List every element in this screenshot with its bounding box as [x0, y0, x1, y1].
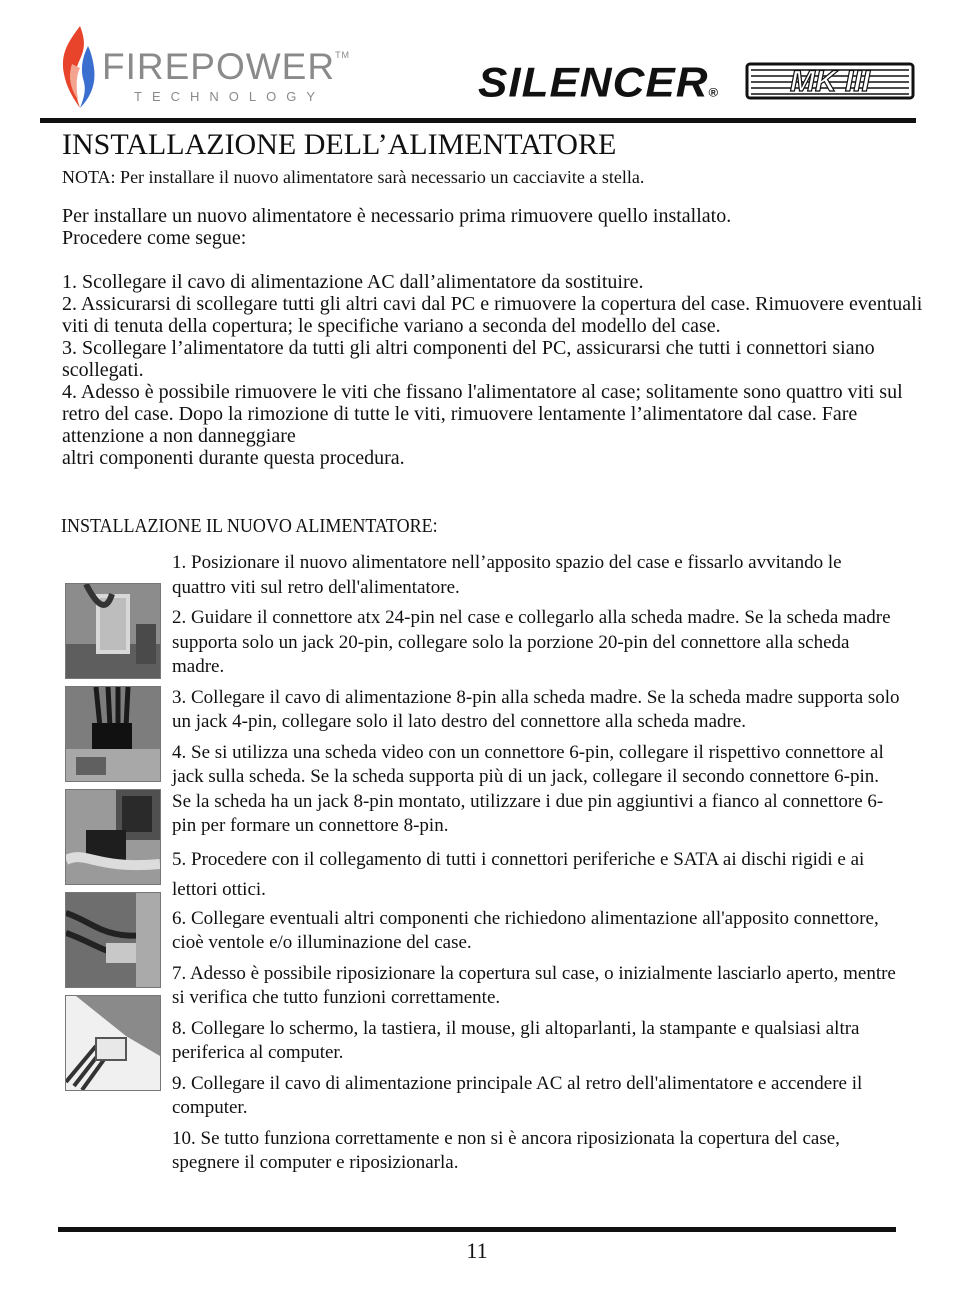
mk-series-badge	[745, 62, 915, 100]
removal-step: 4. Adesso è possibile rimuovere le viti che fissano l'alimentatore al case; solitamente sono quattro viti sul retro del case. Dopo la rimozione di tutte le viti, rimuovere lentamente l’alimentatore dal case. Fare attenzione a non danneggiare	[62, 381, 903, 447]
page-header	[0, 0, 954, 124]
photo-strip	[65, 583, 161, 1098]
page-number: 11	[466, 1238, 488, 1263]
intro-paragraph	[62, 205, 922, 249]
flame-icon	[58, 24, 98, 110]
install-step: 6. Collegare eventuali altri componenti che richiedono alimentazione all'apposito connettore, cioè ventole e/o illuminazione del case.	[172, 907, 879, 953]
photo-6pin-video-card	[65, 789, 161, 885]
install-step: 7. Adesso è possibile riposizionare la copertura sul case, o inizialmente lasciarlo aperto, mentre si verifica che tutto funzioni correttamente.	[172, 962, 896, 1008]
removal-step: altri componenti durante questa procedura.	[62, 447, 405, 469]
removal-step: 1. Scollegare il cavo di alimentazione AC dall’alimentatore da sostituire.	[62, 271, 644, 293]
section-subheading: INSTALLAZIONE IL NUOVO ALIMENTATORE:	[61, 515, 438, 537]
intro-line: Procedere come segue:	[62, 227, 247, 249]
install-step: 3. Collegare il cavo di alimentazione 8-pin alla scheda madre. Se la scheda madre supporta solo un jack 4-pin, collegare solo il lato destro del connettore alla scheda madre.	[172, 686, 900, 732]
brand-subtitle: TECHNOLOGY	[134, 89, 326, 104]
intro-line: Per installare un nuovo alimentatore è necessario prima rimuovere quello installato.	[62, 205, 732, 227]
install-step: 5. Procedere con il collegamento di tutti i connettori periferiche e SATA ai dischi rigidi e ai lettori ottici.	[172, 848, 865, 900]
product-name: SILENCER®	[478, 59, 720, 106]
install-step: 2. Guidare il connettore atx 24-pin nel case e collegarlo alla scheda madre. Se la scheda madre supporta solo un jack 20-pin, collegare solo la porzione 20-pin del connettore alla scheda madre.	[172, 607, 891, 677]
photo-8pin-connector	[65, 686, 161, 782]
removal-steps	[62, 271, 932, 469]
mk-series-label: MK III	[790, 65, 870, 98]
firepower-logo	[58, 24, 358, 114]
brand-name: FIREPOWER™	[102, 46, 351, 87]
page-title: INSTALLAZIONE DELL’ALIMENTATORE	[62, 128, 617, 161]
removal-step: 2. Assicurarsi di scollegare tutti gli altri cavi dal PC e rimuovere la copertura del case. Rimuovere eventuali viti di tenuta della copertura; le specifiche variano a seconda del modello del case.	[62, 293, 923, 337]
removal-step: 3. Scollegare l’alimentatore da tutti gli altri componenti del PC, assicurarsi che tutti i connettori siano scollegati.	[62, 337, 875, 381]
photo-molex-connector	[65, 995, 161, 1091]
install-step: 9. Collegare il cavo di alimentazione principale AC al retro dell'alimentatore e accendere il computer.	[172, 1072, 863, 1118]
header-rule	[40, 118, 916, 123]
footer-rule	[58, 1227, 896, 1232]
install-step: 4. Se si utilizza una scheda video con un connettore 6-pin, collegare il rispettivo connettore al jack sulla scheda. Se la scheda supporta più di un jack, collegare il secondo connettore 6-pin. Se la scheda ha un jack 8-pin montato, utilizzare i due pin aggiuntivi a fianco al connettore 6-pin per formare un connettore 8-pin.	[172, 741, 884, 836]
install-step: 10. Se tutto funziona correttamente e non si è ancora riposizionata la copertura del case, spegnere il computer e riposizionarla.	[172, 1127, 840, 1173]
note-line: NOTA: Per installare il nuovo alimentatore sarà necessario un cacciavite a stella.	[62, 167, 645, 187]
photo-sata-peripherals	[65, 892, 161, 988]
photo-24pin-connector	[65, 583, 161, 679]
install-step: 1. Posizionare il nuovo alimentatore nell’apposito spazio del case e fissarlo avvitando le quattro viti sul retro dell'alimentatore.	[172, 552, 842, 598]
install-step: 8. Collegare lo schermo, la tastiera, il mouse, gli altoparlanti, la stampante e qualsiasi altra periferica al computer.	[172, 1017, 860, 1063]
install-steps	[172, 551, 900, 1182]
